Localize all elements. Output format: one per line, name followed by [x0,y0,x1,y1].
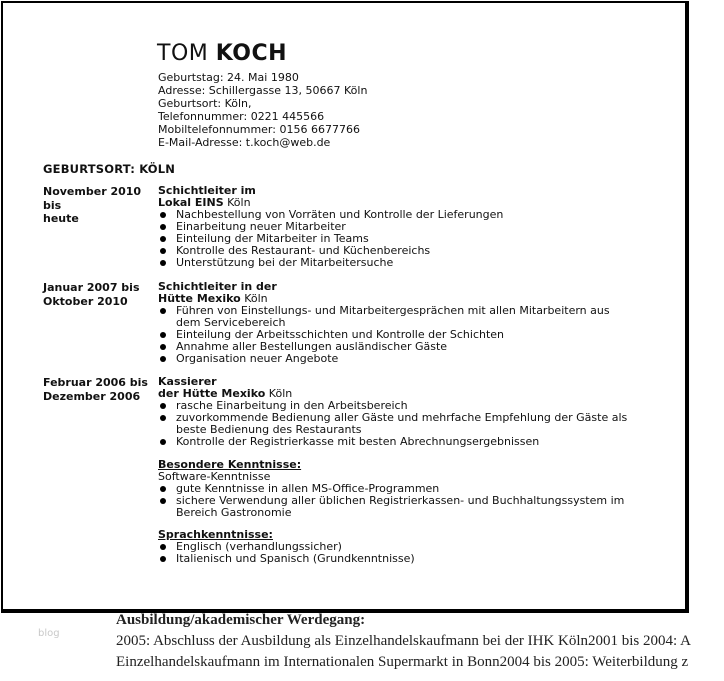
task-item: Einarbeitung neuer Mitarbeiter [158,221,628,233]
experience-date [43,281,151,308]
task-item: Unterstützung bei der Mitarbeitersuche [158,257,628,269]
task-item: Annahme aller Bestellungen ausländischer Gäste [158,341,628,353]
skills-subheading: Software-Kenntnisse [158,470,271,483]
language-item: Italienisch und Spanisch (Grundkenntnisse) [158,553,628,565]
skills-heading: Besondere Kenntnisse: [158,458,302,471]
contact-line: Telefonnummer: 0221 445566 [158,109,325,123]
employer-city: Köln [223,196,251,209]
skills-list [158,483,628,519]
contact-line: Geburtsort: Köln, [158,96,252,110]
experience-date [43,376,151,403]
task-item: Organisation neuer Angebote [158,353,628,365]
contact-line: E-Mail-Adresse: t.koch@web.de [158,135,331,149]
employer-name: Hütte Mexiko [158,292,241,305]
task-item: rasche Einarbeitung in den Arbeitsbereich [158,400,628,412]
date-line: November 2010 bis [43,185,142,212]
task-list [158,209,628,269]
education-line: Einzelhandelskaufmann im Internationalen Supermarkt in Bonn2004 bis 2005: Weiterbildung z [116,654,689,670]
task-item: Einteilung der Mitarbeiter in Teams [158,233,628,245]
last-name: KOCH [215,41,288,66]
first-name: TOM [157,41,209,66]
task-item: Kontrolle des Restaurant- und Küchenbereichs [158,245,628,257]
education-line: 2005: Abschluss der Ausbildung als Einzelhandelskaufmann bei der IHK Köln2001 bis 2004: A [116,633,691,649]
experience-date [43,185,151,226]
task-item: zuvorkommende Bedienung aller Gäste und mehrfache Empfehlung der Gäste als beste Bedienung des Restaurants [158,412,628,436]
task-item: Führen von Einstellungs- und Mitarbeitergesprächen mit allen Mitarbeitern aus dem Servicebereich [158,305,628,329]
employer-city: Köln [240,292,268,305]
experience-entry [158,376,628,448]
languages-list [158,541,628,565]
task-list [158,305,628,365]
skills-section [158,459,628,519]
watermark: blog [38,628,60,639]
task-item: Kontrolle der Registrierkasse mit besten Abrechnungsergebnissen [158,436,628,448]
contact-block [158,72,367,149]
contact-line: Geburtstag: 24. Mai 1980 [158,71,299,84]
contact-line: Mobiltelefonnummer: 0156 6677766 [158,122,360,136]
experience-entry [158,185,628,269]
date-line: Oktober 2010 [43,294,128,308]
job-role: Kassierer [158,375,217,388]
employer-city: Köln [265,387,293,400]
task-item: Nachbestellung von Vorräten und Kontrolle der Lieferungen [158,209,628,221]
date-line: Dezember 2006 [43,389,141,403]
education-title: Ausbildung/akademischer Werdegang: [116,612,366,628]
languages-heading: Sprachkenntnisse: [158,528,273,541]
date-line: Februar 2006 bis [43,376,148,389]
languages-section [158,529,628,565]
task-list [158,400,628,448]
section-title: GEBURTSORT: KÖLN [43,162,176,176]
language-item: Englisch (verhandlungssicher) [158,541,628,553]
job-role: Schichtleiter in der [158,280,277,293]
task-item: Einteilung der Arbeitsschichten und Kontrolle der Schichten [158,329,628,341]
skill-item: sichere Verwendung aller üblichen Registrierkassen- und Buchhaltungssystem im Bereich Gastronomie [158,495,628,519]
person-name [157,41,287,66]
contact-line: Adresse: Schillergasse 13, 50667 Köln [158,83,368,97]
employer-name: Lokal EINS [158,196,224,209]
job-role: Schichtleiter im [158,184,256,197]
employer-name: der Hütte Mexiko [158,387,266,400]
date-line: heute [43,212,79,225]
experience-entry [158,281,628,365]
skill-item: gute Kenntnisse in allen MS-Office-Programmen [158,483,628,495]
date-line: Januar 2007 bis [43,281,140,294]
